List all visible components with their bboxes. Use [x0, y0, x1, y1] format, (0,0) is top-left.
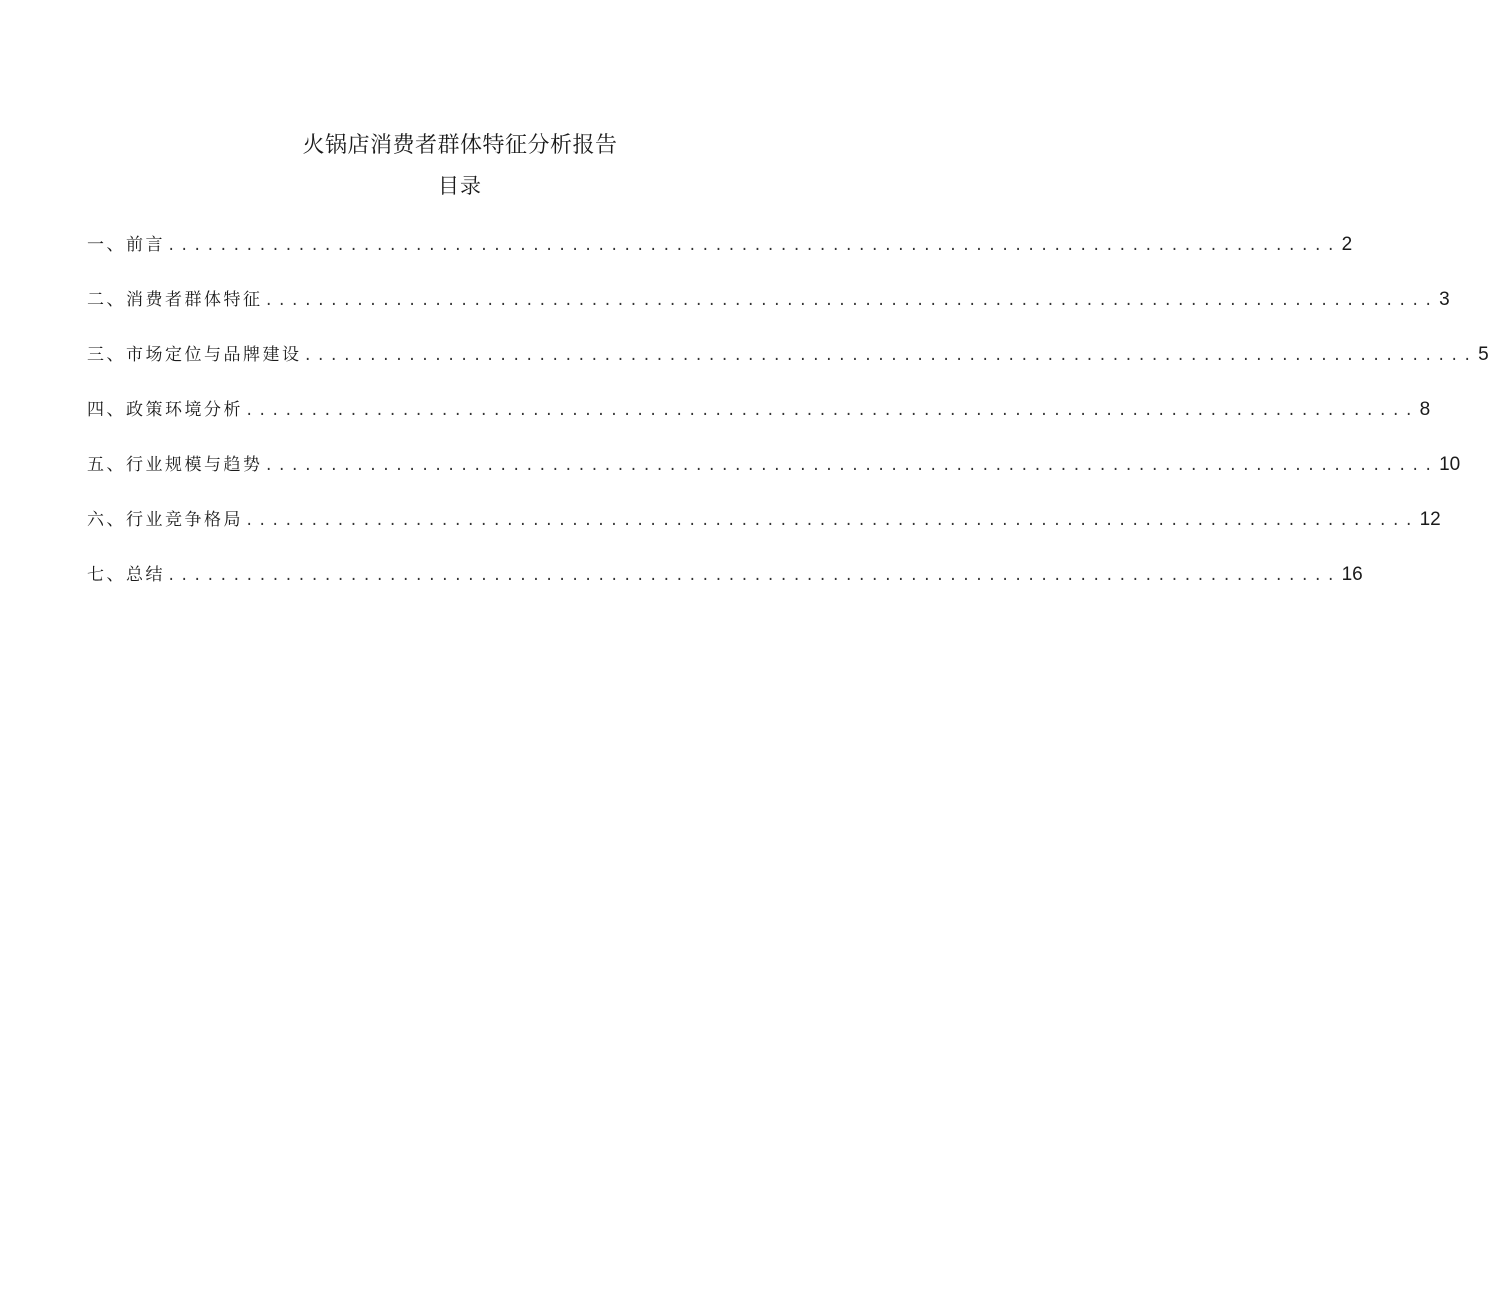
- toc-entry[interactable]: [87, 503, 1441, 558]
- toc-dot-leader: ..........................................................................................: [245, 513, 1418, 529]
- toc-entry[interactable]: [87, 283, 1450, 338]
- toc-dot-leader: ..........................................................................................: [167, 568, 1340, 584]
- toc-page-number: 8: [1419, 399, 1431, 420]
- toc-entry-label: 一、前言: [87, 235, 165, 255]
- toc-dot-leader: ..........................................................................................: [245, 403, 1418, 419]
- toc-entry[interactable]: [87, 338, 1489, 393]
- toc-dot-leader: ..........................................................................................: [303, 348, 1477, 364]
- toc-entry-label: 七、总结: [87, 565, 165, 585]
- toc-entry[interactable]: [87, 228, 1353, 283]
- toc-entry-label: 四、政策环境分析: [87, 400, 243, 420]
- toc-dot-leader: ..........................................................................................: [264, 458, 1438, 474]
- toc-entry-label: 五、行业规模与趋势: [87, 455, 263, 475]
- table-of-contents: [87, 228, 1489, 613]
- toc-page-number: 3: [1439, 289, 1450, 310]
- document-title: 火锅店消费者群体特征分析报告: [302, 133, 618, 158]
- toc-page-number: 10: [1439, 454, 1461, 475]
- toc-entry-label: 二、消费者群体特征: [87, 290, 263, 310]
- toc-page-number: 12: [1419, 509, 1441, 530]
- toc-page-number: 5: [1478, 344, 1489, 365]
- toc-entry-label: 六、行业竞争格局: [87, 510, 243, 530]
- toc-dot-leader: ..........................................................................................: [167, 238, 1340, 254]
- toc-entry-label: 三、市场定位与品牌建设: [87, 345, 302, 365]
- toc-page-number: 16: [1341, 564, 1363, 585]
- toc-entry[interactable]: [87, 448, 1461, 503]
- toc-page-number: 2: [1341, 234, 1353, 255]
- toc-dot-leader: ..........................................................................................: [264, 293, 1438, 309]
- toc-heading: 目录: [438, 174, 482, 198]
- toc-entry[interactable]: [87, 393, 1431, 448]
- toc-entry[interactable]: [87, 558, 1363, 613]
